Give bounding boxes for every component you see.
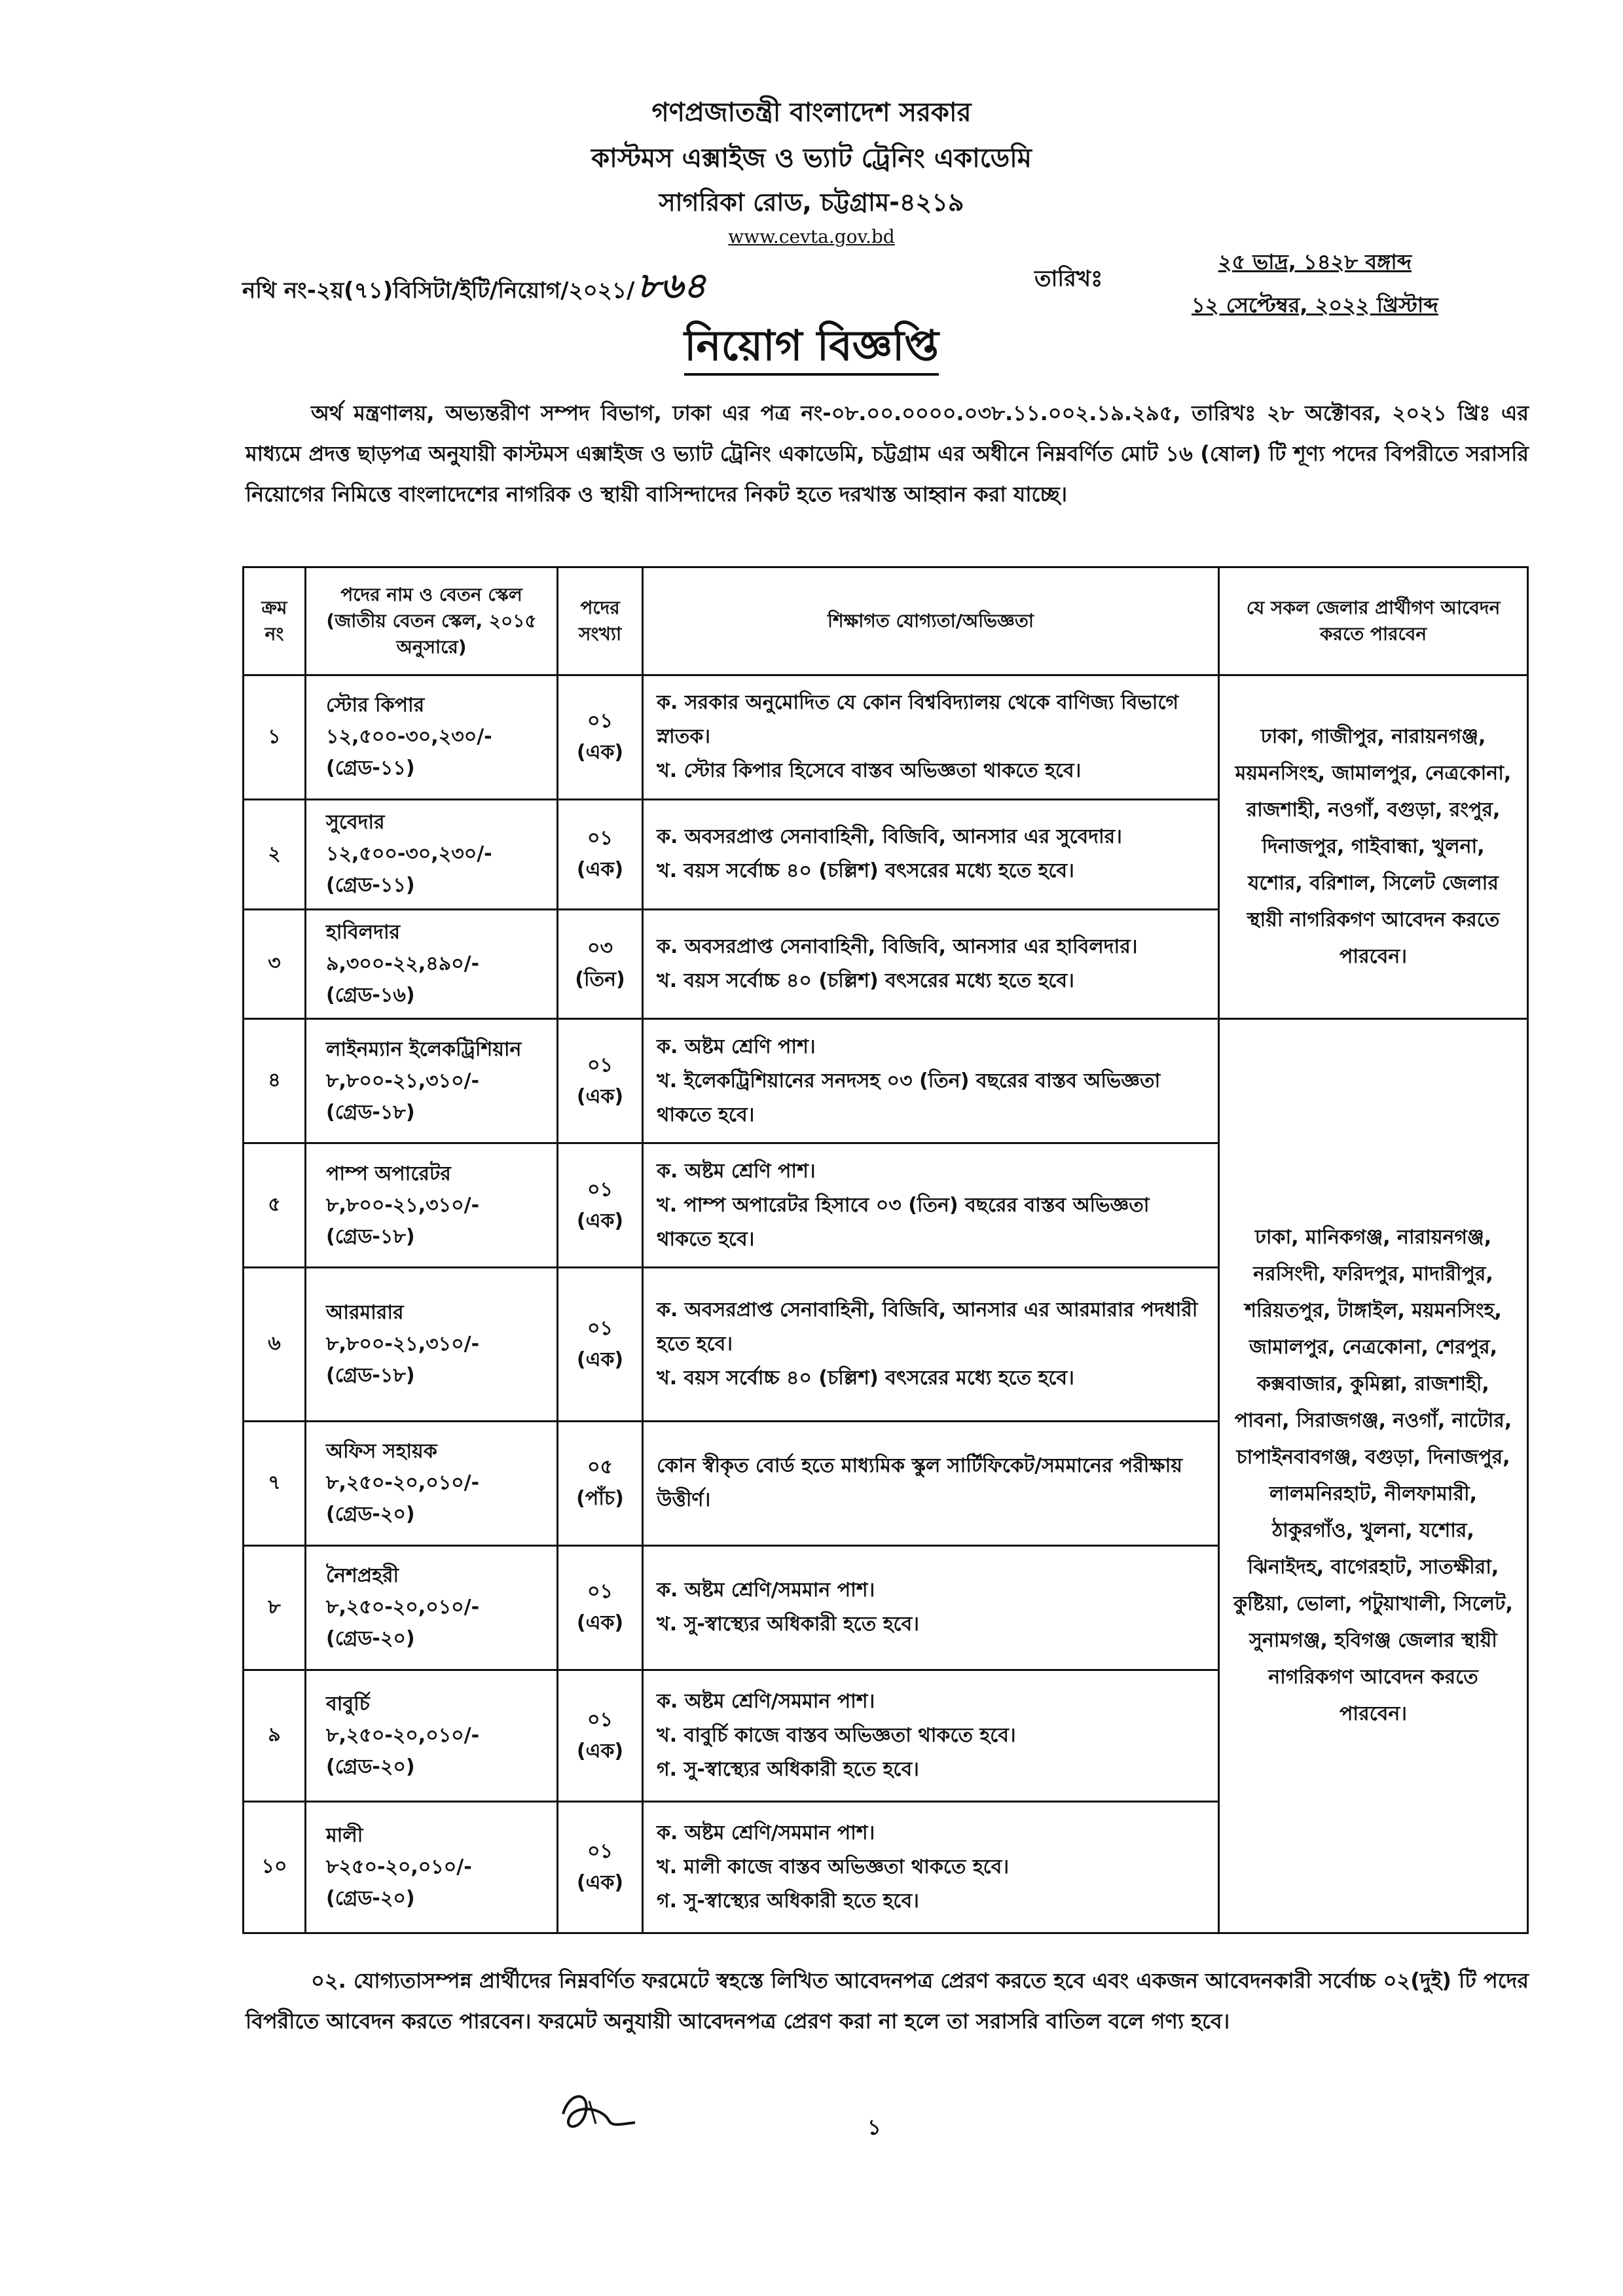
cell-count [558, 1801, 643, 1933]
post-count: ০১ [587, 1053, 613, 1077]
pay-scale: ৮,৮০০-২১,৩১০/- [326, 1193, 480, 1217]
post-count-words: (এক) [576, 741, 624, 764]
grade: (গ্রেড-১৬) [326, 983, 415, 1007]
cell-post [306, 1143, 558, 1268]
header-post: পদের নাম ও বেতন স্কেল (জাতীয় বেতন স্কেল, ২০১৫ অনুসারে) [306, 567, 558, 675]
qualification-item: ক. অষ্টম শ্রেণি পাশ। [657, 1159, 816, 1183]
cell-qualification [643, 799, 1219, 909]
qualification-item: গ. সু-স্বাস্থ্যের অধিকারী হতে হবে। [657, 1889, 919, 1912]
cell-post [306, 1421, 558, 1545]
qualification-item: খ. পাম্প অপারেটর হিসাবে ০৩ (তিন) বছরের বাস্তব অভিজ্ঞতা থাকতে হবে। [657, 1193, 1150, 1251]
cell-qualification [643, 909, 1219, 1019]
cell-qualification [643, 1670, 1219, 1801]
date-label: তারিখঃ [1034, 266, 1103, 292]
cell-qualification [643, 1143, 1219, 1268]
post-count-words: (তিন) [575, 967, 625, 991]
post-name: লাইনম্যান ইলেকট্রিশিয়ান [326, 1037, 522, 1061]
cell-districts-group2: ঢাকা, মানিকগঞ্জ, নারায়নগঞ্জ, নরসিংদী, ফরিদপুর, মাদারীপুর, শরিয়তপুর, টাঙ্গাইল, ময়মনসিংহ, জামালপুর, নেত্রকোনা, শেরপুর, কক্সবাজার, কুমিল্লা, রাজশাহী, পাবনা, সিরাজগঞ্জ, নওগাঁ, নাটোর, চাপাইনবাবগঞ্জ, বগুড়া, দিনাজপুর, লালমনিরহাট, নীলফামারী, ঠাকুরগাঁও, খুলনা, যশোর, ঝিনাইদহ, বাগেরহাট, সাতক্ষীরা, কুষ্টিয়া, ভোলা, পটুয়াখালী, সিলেট, সুনামগঞ্জ, হবিগঞ্জ জেলার স্থায়ী নাগরিকগণ আবেদন করতে পারবেন। [1219, 1019, 1528, 1933]
post-count-words: (এক) [576, 1209, 624, 1232]
post-name: পাম্প অপারেটর [326, 1162, 451, 1185]
academy-address: সাগরিকা রোড, চট্টগ্রাম-৪২১৯ [659, 188, 964, 217]
qualification-item: ক. অষ্টম শ্রেণি/সমমান পাশ। [657, 1689, 875, 1713]
pay-scale: ১২,৫০০-৩০,২৩০/- [326, 842, 492, 866]
cell-districts-group1: ঢাকা, গাজীপুর, নারায়নগঞ্জ, ময়মনসিংহ, জামালপুর, নেত্রকোনা, রাজশাহী, নওগাঁ, বগুড়া, রংপুর, দিনাজপুর, গাইবান্ধা, খুলনা, যশোর, বরিশাল, সিলেট জেলার স্থায়ী নাগরিকগণ আবেদন করতে পারবেন। [1219, 675, 1528, 1019]
grade: (গ্রেড-১১) [326, 757, 415, 780]
post-count: ০১ [587, 1708, 613, 1731]
page-number: ১ [867, 2115, 881, 2140]
qualification-item: ক. অষ্টম শ্রেণি/সমমান পাশ। [657, 1821, 875, 1844]
qualification-item: ক. অবসরপ্রাপ্ত সেনাবাহিনী, বিজিবি, আনসার এর হাবিলদার। [657, 935, 1138, 958]
cell-qualification [643, 1268, 1219, 1422]
qualification-item: খ. ইলেকট্রিশিয়ানের সনদসহ ০৩ (তিন) বছরের বাস্তব অভিজ্ঞতা থাকতে হবে। [657, 1069, 1161, 1126]
cell-sl: ৭ [244, 1421, 306, 1545]
post-name: আরমারার [326, 1300, 404, 1324]
header-qualification: শিক্ষাগত যোগ্যতা/অভিজ্ঞতা [643, 567, 1219, 675]
grade: (গ্রেড-১৮) [326, 1363, 415, 1387]
cell-count [558, 675, 643, 800]
pay-scale: ৮,২৫০-২০,০১০/- [326, 1471, 480, 1495]
header-districts: যে সকল জেলার প্রার্থীগণ আবেদন করতে পারবেন [1219, 567, 1528, 675]
cell-count [558, 1545, 643, 1670]
cell-post [306, 1670, 558, 1801]
vacancy-table [242, 566, 1529, 1934]
post-name: নৈশপ্রহরী [326, 1564, 399, 1588]
post-count: ০১ [587, 1580, 613, 1604]
government-heading: গণপ্রজাতন্ত্রী বাংলাদেশ সরকার [651, 98, 972, 128]
post-name: হাবিলদার [326, 920, 401, 944]
cell-count [558, 1268, 643, 1422]
post-count: ০১ [587, 1839, 613, 1863]
qualification-item: খ. স্টোর কিপার হিসেবে বাস্তব অভিজ্ঞতা থাকতে হবে। [657, 759, 1082, 783]
notice-title: নিয়োগ বিজ্ঞপ্তি [0, 314, 1623, 384]
post-name: বাবুর্চি [326, 1692, 370, 1715]
post-count: ০৩ [587, 936, 613, 960]
qualification-item: খ. মালী কাজে বাস্তব অভিজ্ঞতা থাকতে হবে। [657, 1855, 1010, 1878]
table-header-row [244, 567, 1528, 675]
pay-scale: ৮,২৫০-২০,০১০/- [326, 1596, 480, 1619]
paragraph-02: ০২. যোগ্যতাসম্পন্ন প্রার্থীদের নিম্নবর্ণিত ফরমেটে স্বহস্তে লিখিত আবেদনপত্র প্রেরণ করতে হবে এবং একজন আবেদনকারী সর্বোচ্চ ০২(দুই) টি পদের বিপরীতে আবেদন করতে পারবেন। ফরমেট অনুযায়ী আবেদনপত্র প্রেরণ করা না হলে তা সরাসরি বাতিল বলে গণ্য হবে। [246, 1968, 1529, 2034]
cell-sl: ৮ [244, 1545, 306, 1670]
post-count-words: (এক) [576, 1348, 624, 1371]
post-name: মালী [326, 1823, 363, 1847]
qualification-item: ক. অবসরপ্রাপ্ত সেনাবাহিনী, বিজিবি, আনসার এর আরমারার পদধারী হতে হবে। [657, 1298, 1198, 1355]
table-row [244, 675, 1528, 800]
post-count-words: (এক) [576, 1871, 624, 1894]
cell-sl: ৩ [244, 909, 306, 1019]
date-gregorian: ১২ সেপ্টেম্বর, ২০২২ খ্রিস্টাব্দ [1192, 293, 1438, 317]
qualification-item: খ. বয়স সর্বোচ্চ ৪০ (চল্লিশ) বৎসরের মধ্যে হতে হবে। [657, 859, 1074, 883]
cell-sl: ৯ [244, 1670, 306, 1801]
cell-count [558, 1019, 643, 1143]
cell-sl: ২ [244, 799, 306, 909]
cell-count [558, 909, 643, 1019]
pay-scale: ৮২৫০-২০,০১০/- [326, 1855, 472, 1878]
qualification-item: ক. অষ্টম শ্রেণি পাশ। [657, 1035, 816, 1058]
cell-sl: ৬ [244, 1268, 306, 1422]
cell-qualification [643, 675, 1219, 800]
pay-scale: ৮,৮০০-২১,৩১০/- [326, 1069, 480, 1092]
post-count-words: (এক) [576, 1739, 624, 1763]
grade: (গ্রেড-১৮) [326, 1225, 415, 1248]
grade: (গ্রেড-২০) [326, 1755, 415, 1778]
pay-scale: ৮,৮০০-২১,৩১০/- [326, 1332, 480, 1355]
qualification-item: ক. অবসরপ্রাপ্ত সেনাবাহিনী, বিজিবি, আনসার এর সুবেদার। [657, 825, 1122, 849]
cell-sl: ১ [244, 675, 306, 800]
qualification-item: গ. সু-স্বাস্থ্যের অধিকারী হতে হবে। [657, 1757, 919, 1781]
post-count: ০১ [587, 709, 613, 733]
qualification-item: কোন স্বীকৃত বোর্ড হতে মাধ্যমিক স্কুল সার্টিফিকেট/সমমানের পরীক্ষায় উত্তীর্ণ। [657, 1454, 1182, 1512]
post-count-words: (এক) [576, 1085, 624, 1108]
grade: (গ্রেড-২০) [326, 1886, 415, 1910]
cell-count [558, 1143, 643, 1268]
post-name: স্টোর কিপার [326, 694, 425, 717]
header-sl: ক্রম নং [244, 567, 306, 675]
memo-handwritten-number: ৮৬৪ [637, 264, 706, 306]
cell-qualification [643, 1545, 1219, 1670]
grade: (গ্রেড-১১) [326, 874, 415, 897]
qualification-item: ক. সরকার অনুমোদিত যে কোন বিশ্ববিদ্যালয় থেকে বাণিজ্য বিভাগে স্নাতক। [657, 691, 1179, 749]
post-count: ০১ [587, 1177, 613, 1201]
table-row [244, 1019, 1528, 1143]
cell-post [306, 1019, 558, 1143]
cell-qualification [643, 1019, 1219, 1143]
cell-qualification [643, 1801, 1219, 1933]
qualification-item: ক. অষ্টম শ্রেণি/সমমান পাশ। [657, 1579, 875, 1602]
cell-post [306, 1545, 558, 1670]
cell-sl: ১০ [244, 1801, 306, 1933]
pay-scale: ১২,৫০০-৩০,২৩০/- [326, 725, 492, 749]
qualification-item: খ. বয়স সর্বোচ্চ ৪০ (চল্লিশ) বৎসরের মধ্যে হতে হবে। [657, 1366, 1074, 1390]
intro-paragraph: অর্থ মন্ত্রণালয়, অভ্যন্তরীণ সম্পদ বিভাগ, ঢাকা এর পত্র নং-০৮.০০.০০০০.০৩৮.১১.০০২.১৯.২৯৫, তারিখঃ ২৮ অক্টোবর, ২০২১ খ্রিঃ এর মাধ্যমে প্রদত্ত ছাড়পত্র অনুযায়ী কাস্টমস এক্সাইজ ও ভ্যাট ট্রেনিং একাডেমি, চট্টগ্রাম এর অধীনে নিম্নবর্ণিত মোট ১৬ (ষোল) টি শূণ্য পদের বিপরীতে সরাসরি নিয়োগের নিমিত্তে বাংলাদেশের নাগরিক ও স্থায়ী বাসিন্দাদের নিকট হতে দরখাস্ত আহ্বান করা যাচ্ছে। [246, 401, 1529, 507]
post-count: ০১ [587, 1316, 613, 1340]
signature [550, 2085, 648, 2144]
grade: (গ্রেড-১৮) [326, 1100, 415, 1124]
website-link[interactable]: www.cevta.gov.bd [728, 226, 895, 247]
cell-count [558, 1670, 643, 1801]
memo-label: নথি নং-২য়(৭১)বিসিটা/ইটি/নিয়োগ/২০২১/ [242, 278, 635, 304]
date-bangla: ২৫ ভাদ্র, ১৪২৮ বঙ্গাব্দ [1218, 249, 1412, 274]
cell-post [306, 1801, 558, 1933]
cell-sl: ৪ [244, 1019, 306, 1143]
post-count-words: (এক) [576, 858, 624, 882]
post-count: ০৫ [587, 1456, 613, 1479]
cell-sl: ৫ [244, 1143, 306, 1268]
cell-qualification [643, 1421, 1219, 1545]
grade: (গ্রেড-২০) [326, 1503, 415, 1526]
memo-number [242, 259, 706, 317]
academy-name: কাস্টমস এক্সাইজ ও ভ্যাট ট্রেনিং একাডেমি [591, 143, 1032, 173]
post-count: ০১ [587, 827, 613, 850]
cell-post [306, 799, 558, 909]
post-count-words: (এক) [576, 1611, 624, 1635]
qualification-item: খ. সু-স্বাস্থ্যের অধিকারী হতে হবে। [657, 1613, 919, 1636]
cell-post [306, 675, 558, 800]
header-count: পদের সংখ্যা [558, 567, 643, 675]
qualification-item: খ. বয়স সর্বোচ্চ ৪০ (চল্লিশ) বৎসরের মধ্যে হতে হবে। [657, 969, 1074, 992]
grade: (গ্রেড-২০) [326, 1627, 415, 1651]
post-count-words: (পাঁচ) [576, 1487, 624, 1511]
cell-count [558, 1421, 643, 1545]
pay-scale: ৯,৩০০-২২,৪৯০/- [326, 952, 480, 975]
pay-scale: ৮,২৫০-২০,০১০/- [326, 1723, 480, 1747]
cell-post [306, 909, 558, 1019]
qualification-item: খ. বাবুর্চি কাজে বাস্তব অভিজ্ঞতা থাকতে হবে। [657, 1723, 1016, 1747]
post-name: অফিস সহায়ক [326, 1440, 437, 1463]
cell-count [558, 799, 643, 909]
cell-post [306, 1268, 558, 1422]
post-name: সুবেদার [326, 811, 385, 834]
